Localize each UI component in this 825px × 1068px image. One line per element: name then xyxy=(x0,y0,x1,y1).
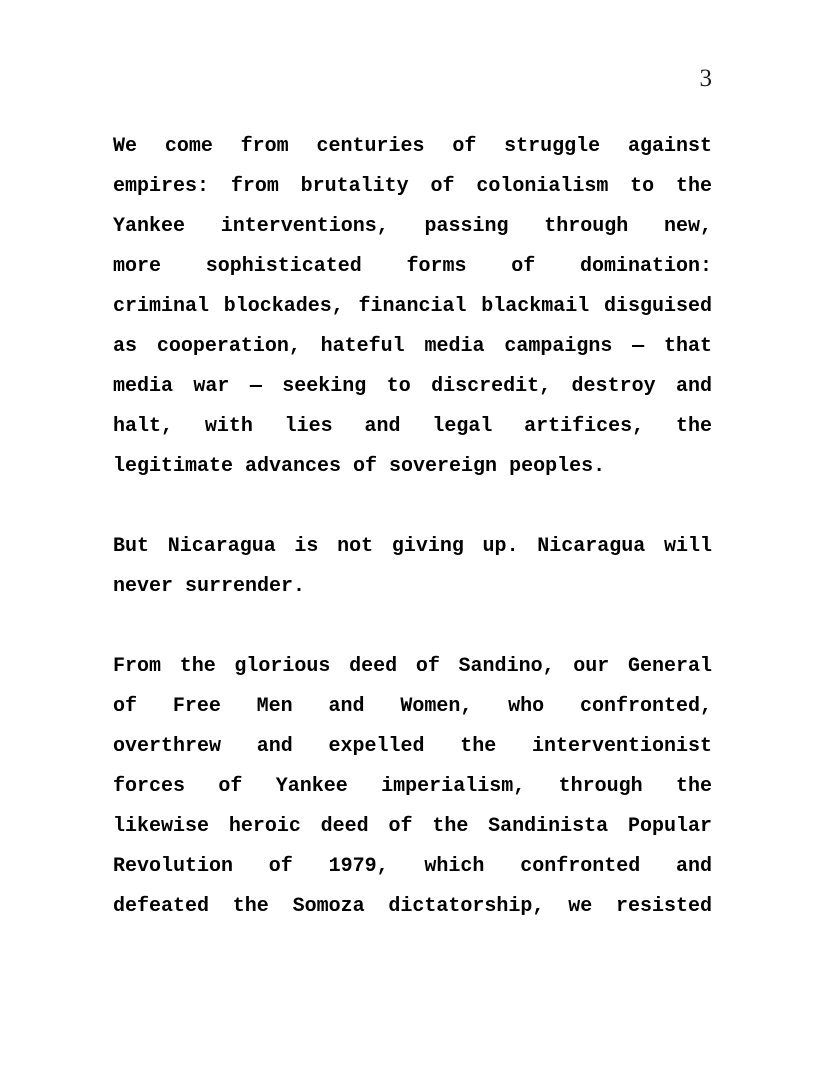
text-line: forces of Yankee imperialism, through the xyxy=(113,775,712,798)
text-line: of Free Men and Women, who confronted, xyxy=(113,695,712,718)
text-line: empires: from brutality of colonialism to the xyxy=(113,175,712,198)
paragraph-3 xyxy=(113,647,712,927)
text-line: more sophisticated forms of domination: xyxy=(113,255,712,278)
text-line: defeated the Somoza dictatorship, we resisted xyxy=(113,895,712,918)
paragraph-2 xyxy=(113,527,712,607)
text-line: never surrender. xyxy=(113,575,306,598)
text-line: likewise heroic deed of the Sandinista Popular xyxy=(113,815,712,838)
paragraph-1 xyxy=(113,127,712,487)
text-line: legitimate advances of sovereign peoples. xyxy=(113,455,606,478)
text-line: overthrew and expelled the interventionist xyxy=(113,735,712,758)
text-line: Revolution of 1979, which confronted and xyxy=(113,855,712,878)
text-line: But Nicaragua is not giving up. Nicaragua will xyxy=(113,535,712,558)
text-line: From the glorious deed of Sandino, our General xyxy=(113,655,712,678)
text-line: criminal blockades, financial blackmail disguised xyxy=(113,295,712,318)
text-line: halt, with lies and legal artifices, the xyxy=(113,415,712,438)
text-line: Yankee interventions, passing through new, xyxy=(113,215,712,238)
page-number: 3 xyxy=(699,65,712,92)
text-line: We come from centuries of struggle against xyxy=(113,135,712,158)
document-body xyxy=(113,127,712,927)
text-line: as cooperation, hateful media campaigns — that xyxy=(113,335,712,358)
text-line: media war — seeking to discredit, destroy and xyxy=(113,375,712,398)
